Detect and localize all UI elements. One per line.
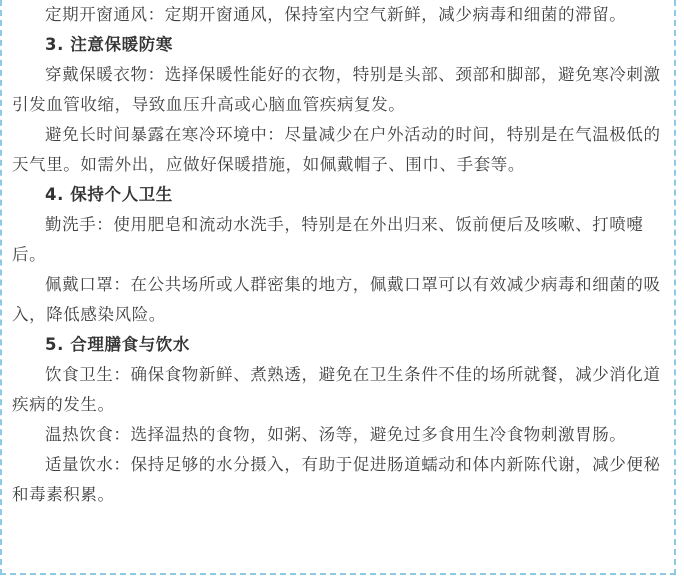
paragraph-avoid-cold: 避免长时间暴露在寒冷环境中：尽量减少在户外活动的时间，特别是在气温极低的天气里。如需外出，应做好保暖措施，如佩戴帽子、围巾、手套等。 <box>12 125 661 174</box>
heading-diet-water: 5. 合理膳食与饮水 <box>45 335 190 354</box>
heading-keep-warm: 3. 注意保暖防寒 <box>45 35 173 54</box>
paragraph-hand-washing: 勤洗手：使用肥皂和流动水洗手，特别是在外出归来、饭前便后及咳嗽、打喷嚏后。 <box>12 215 644 264</box>
paragraph-warm-food: 温热饮食：选择温热的食物，如粥、汤等，避免过多食用生冷食物刺激胃肠。 <box>45 425 627 444</box>
paragraph-warm-clothing: 穿戴保暖衣物：选择保暖性能好的衣物，特别是头部、颈部和脚部，避免寒冷刺激引发血管收缩，导致血压升高或心脑血管疾病复发。 <box>12 65 661 114</box>
heading-personal-hygiene: 4. 保持个人卫生 <box>45 185 173 204</box>
paragraph-masks: 佩戴口罩：在公共场所或人群密集的地方，佩戴口罩可以有效减少病毒和细菌的吸入，降低感染风险。 <box>12 275 661 324</box>
paragraph-water-intake: 适量饮水：保持足够的水分摄入，有助于促进肠道蠕动和体内新陈代谢，减少便秘和毒素积累。 <box>12 455 661 504</box>
paragraph-food-hygiene: 饮食卫生：确保食物新鲜、煮熟透，避免在卫生条件不佳的场所就餐，减少消化道疾病的发生。 <box>12 365 661 414</box>
paragraph-ventilation: 定期开窗通风：定期开窗通风，保持室内空气新鲜，减少病毒和细菌的滞留。 <box>45 5 627 24</box>
